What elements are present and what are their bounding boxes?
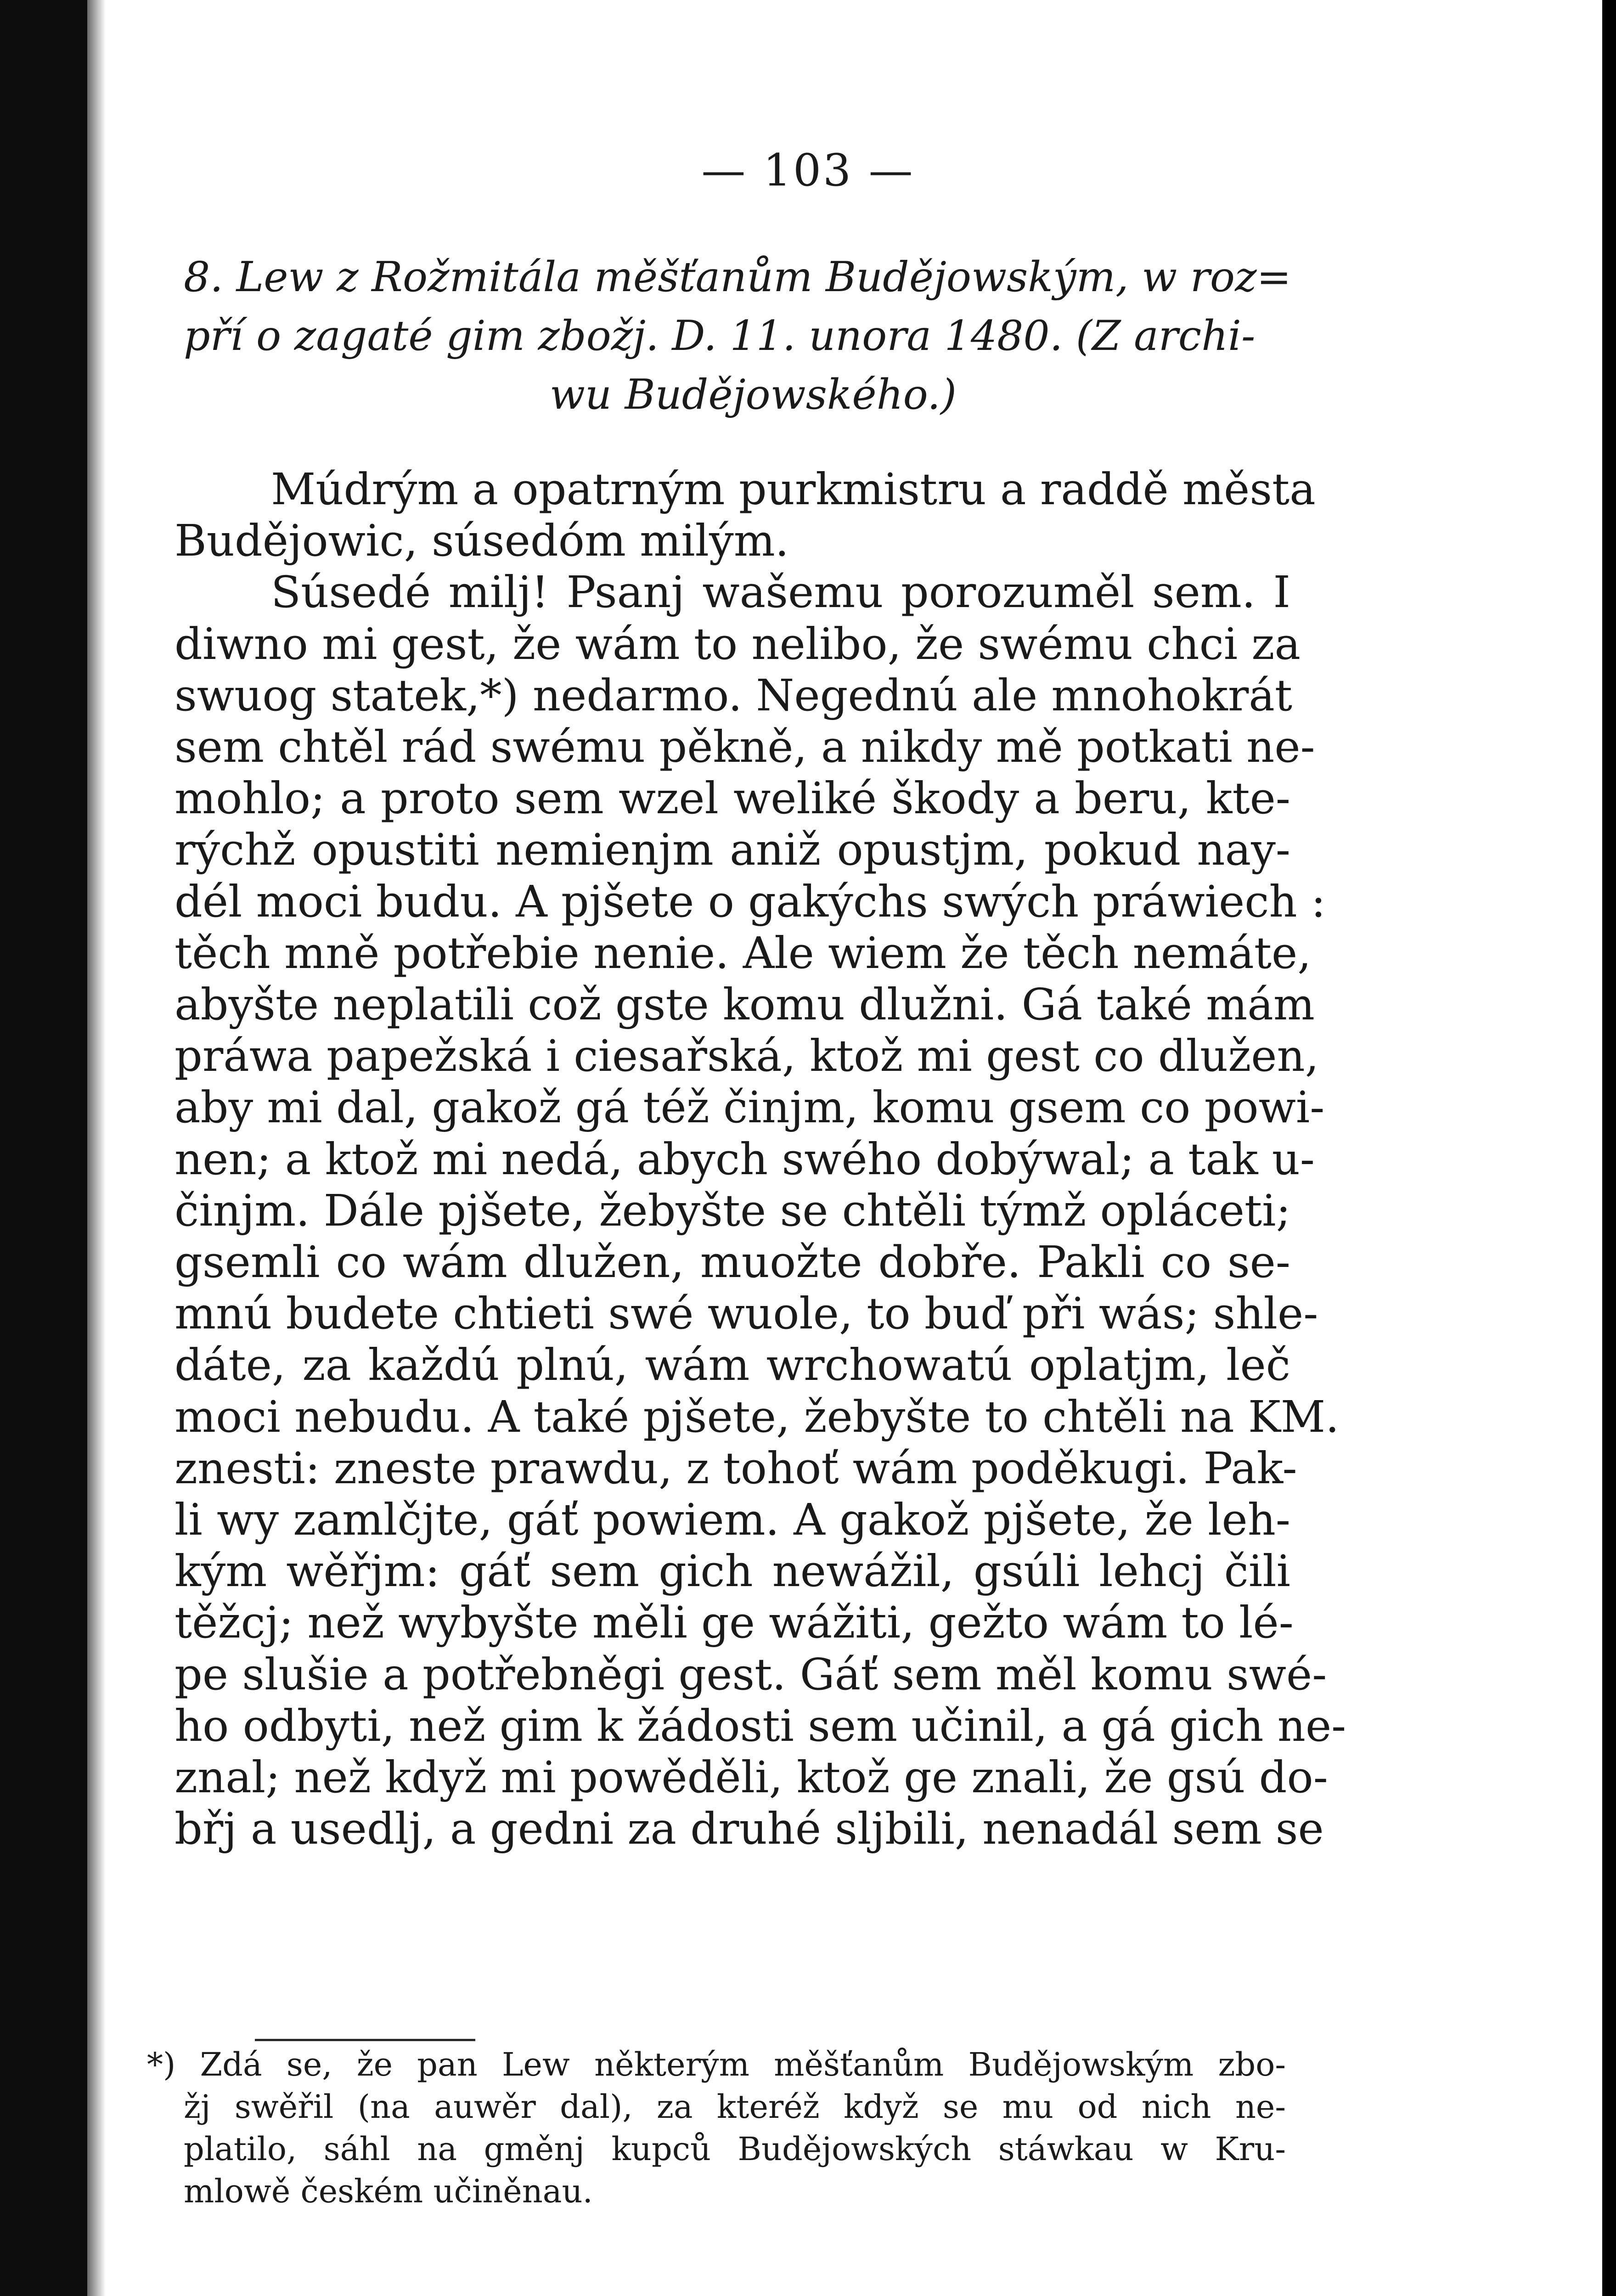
body-line: dél moci budu. A pjšete o gakýchs swých práwiech : [175,876,1326,927]
footnote-line: platilo, sáhl na gměnj kupců Budějowských stáwkau w Kru- [184,2130,1286,2168]
body-line: diwno mi gest, že wám to nelibo, že swému chci za [175,619,1301,670]
footnote-line: *) Zdá se, že pan Lew některým měšťanům Budějowským zbo- [147,2046,1286,2083]
page-number: — 103 — [701,145,915,196]
scan-edge-left [0,0,87,2296]
letter-body [175,464,1346,1855]
body-line: těch mně potřebie nenie. Ale wiem že těch nemáte, [175,928,1312,979]
body-line: znal; než když mi powěděli, ktož ge znali, že gsú do- [175,1752,1328,1803]
body-line: swuog statek,*) nedarmo. Negednú ale mnohokrát [175,670,1293,721]
body-line: znesti: zneste prawdu, z tohoť wám poděkugi. Pak- [175,1443,1297,1494]
heading-line: pří o zagaté gim zbožj. D. 11. unora 1480. (Z archi- [184,312,1256,360]
body-line: ho odbyti, než gim k žádosti sem učinil, a gá gich ne- [175,1700,1346,1751]
body-line: pe slušie a potřebněgi gest. Gáť sem měl komu swé- [175,1649,1327,1700]
body-line: kým wěřjm: gáť sem gich newážil, gsúli lehcj čili [175,1546,1290,1597]
footnote-line: žj swěřil (na auwěr dal), za kteréž když se mu od nich ne- [184,2088,1286,2126]
footnote [147,2043,1286,2212]
body-line: mohlo; a proto sem wzel weliké škody a beru, kte- [175,773,1290,824]
footnote-line: mlowě českém učiněnau. [184,2172,593,2210]
body-line: rýchž opustiti nemienjm aniž opustjm, pokud nay- [175,825,1290,876]
body-line: těžcj; než wybyšte měli ge wážiti, gežto wám to lé- [175,1598,1294,1649]
body-line: mnú budete chtieti swé wuole, to buď při wás; shle- [175,1289,1318,1339]
scan-edge-right [1602,0,1616,2296]
body-line: gsemli co wám dlužen, muožte dobře. Pakli co se- [175,1237,1290,1288]
body-line: Súsedé milj! Psanj wašemu porozuměl sem. I [271,567,1290,618]
scan-edge-shadow [87,0,106,2296]
document-heading [184,248,1304,424]
body-line: sem chtěl rád swému pěkně, a nikdy mě potkati ne- [175,722,1315,773]
heading-line: 8. Lew z Rožmitála měšťanům Budějowským, w roz= [184,253,1291,301]
body-line: nen; a ktož mi nedá, abych swého dobýwal; a tak u- [175,1134,1315,1185]
body-line: li wy zamlčjte, gáť powiem. A gakož pjšete, že leh- [175,1495,1290,1546]
body-line: břj a usedlj, a gedni za druhé sljbili, nenadál sem se [175,1804,1324,1855]
body-line: dáte, za každú plnú, wám wrchowatú oplatjm, leč [175,1340,1290,1391]
body-line: aby mi dal, gakož gá též činjm, komu gsem co powi- [175,1082,1325,1133]
body-line: činjm. Dále pjšete, žebyšte se chtěli týmž opláceti; [175,1185,1291,1236]
body-line: Múdrým a opatrným purkmistru a raddě města [271,464,1316,515]
body-line: moci nebudu. A také pjšete, žebyšte to chtěli na KM. [175,1391,1340,1442]
body-line: Budějowic, súsedóm milým. [175,516,789,567]
heading-line: wu Budějowského.) [550,371,957,419]
body-line: práwa papežská i ciesařská, ktož mi gest co dlužen, [175,1031,1319,1082]
footnote-divider [255,2039,475,2041]
body-line: abyšte neplatili což gste komu dlužni. Gá také mám [175,979,1315,1030]
